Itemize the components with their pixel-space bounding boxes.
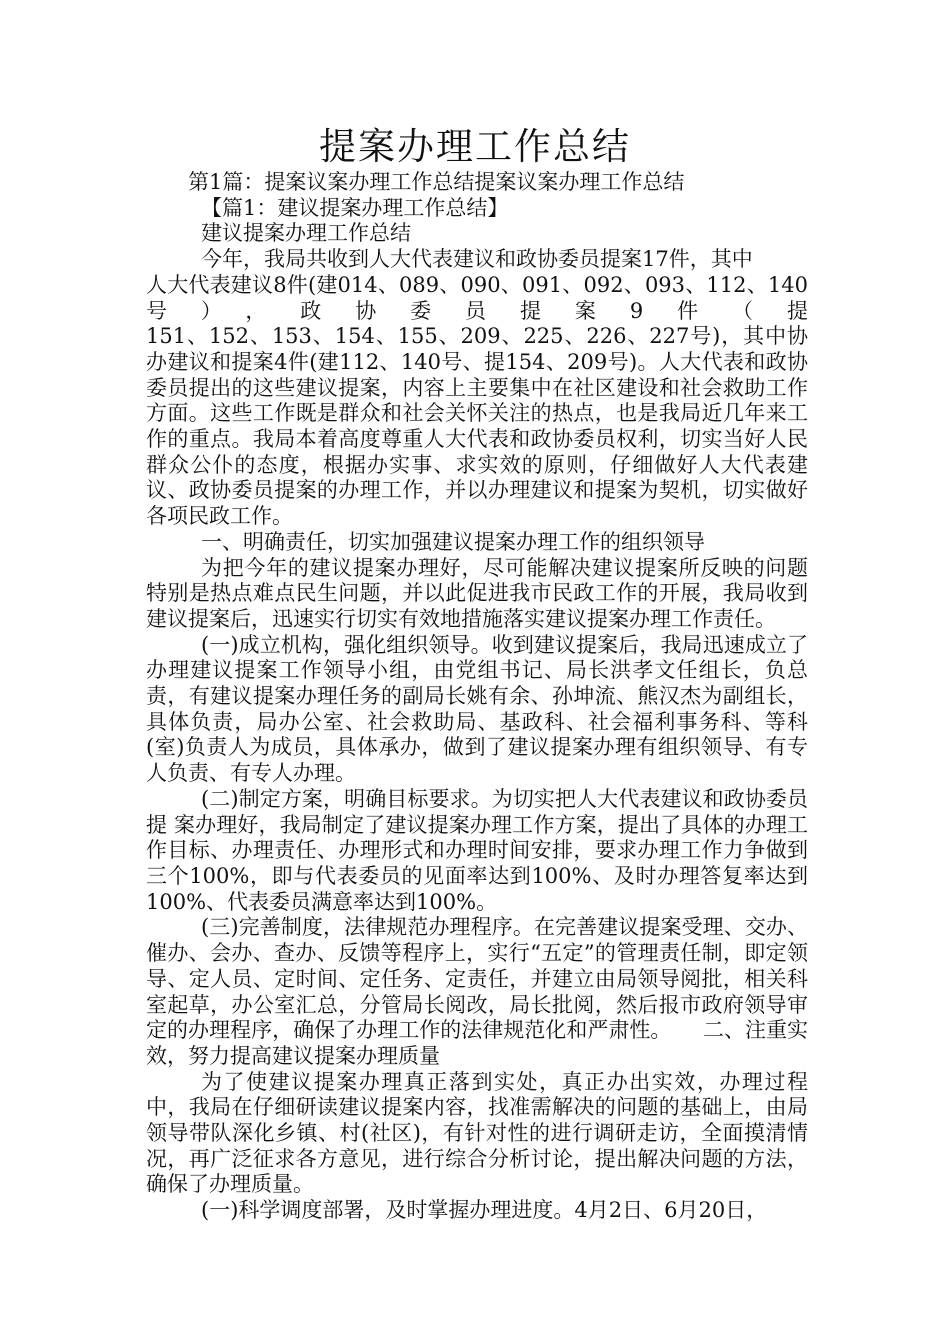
paragraph-4: (二)制定方案，明确目标要求。为切实把人大代表建议和政协委员提 案办理好，我局制定了建议提案办理工作方案，提出了具体的办理工作目标、办理责任、办理形式和办理时间安排，要求办理工作力争做到三个100%，即与代表委员的见面率达到100%、及时办理答复率达到100%、代表委员满意率达到100%。 <box>146 786 808 914</box>
paragraph-1-rest: 151、152、153、154、155、209、225、226、227号)，其中协办建议和提案4件(建112、140号、提154、209号)。人大代表和政协委员提出的这些建议提案，内容上主要集中在社区建设和社会救助工作方面。这些工作既是群众和社会关怀关注的热点，也是我局近几年来工作的重点。我局本着高度尊重人大代表和政协委员权利，切实当好人民群众公仆的态度，根据办实事、求实效的原则，仔细做好人大代表建议、政协委员提案的办理工作，并以办理建议和提案为契机，切实做好各项民政工作。 <box>146 324 808 529</box>
document-subtitle: 建议提案办理工作总结 <box>201 221 411 246</box>
paragraph-1-line-2: 人大代表建议8件(建014、089、090、091、092、093、112、140 <box>146 272 808 297</box>
paragraph-5-text: (三)完善制度，法律规范办理程序。在完善建议提案受理、交办、催办、会办、查办、反馈等程序上，实行“五定”的管理责任制，即定领导、定人员、定时间、定任务、定责任，并建立由局领导阅批，相关科室起草，办公室汇总，分管局长阅改，局长批阅，然后报市政府领导审定的办理程序，确保了办理工作的法律规范化和严肃性。 <box>146 915 808 1043</box>
paragraph-5 <box>146 915 808 1069</box>
paragraph-7: (一)科学调度部署，及时掌握办理进度。4月2日、6月20日， <box>201 1198 768 1223</box>
paragraph-1-line-3: 号），政协委员提案9件（提 <box>146 298 808 323</box>
paragraph-6: 为了使建议提案办理真正落到实处，真正办出实效，办理过程中，我局在仔细研读建议提案内容，找准需解决的问题的基础上，由局领导带队深化乡镇、村(社区)，有针对性的进行调研走访，全面摸清情况，再广泛征求各方意见，进行综合分析讨论，提出解决问题的方法，确保了办理质量。 <box>146 1069 808 1197</box>
section-heading-1: 一、明确责任，切实加强建议提案办理工作的组织领导 <box>201 529 705 554</box>
section-heading-2: 二、注重实效，努力提高建议提案办理质量 <box>146 1018 809 1068</box>
document-title: 提案办理工作总结 <box>319 125 631 168</box>
paragraph-2: 为把今年的建议提案办理好，尽可能解决建议提案所反映的问题特别是热点难点民生问题，并以此促进我市民政工作的开展，我局收到建议提案后，迅速实行切实有效地措施落实建议提案办理工作责任。 <box>146 555 808 631</box>
document-body <box>146 170 808 1224</box>
paragraph-3: (一)成立机构，强化组织领导。收到建议提案后，我局迅速成立了办理建议提案工作领导小组，由党组书记、局长洪孝文任组长，负总责，有建议提案办理任务的副局长姚有余、孙坤流、熊汉杰为副组长，具体负责，局办公室、社会救助局、基政科、社会福利事务科、等科(室)负责人为成员，具体承办，做到了建议提案办理有组织领导、有专人负责、有专人办理。 <box>146 632 808 786</box>
section-heading: 【篇1：建议提案办理工作总结】 <box>201 195 509 220</box>
chapter-heading: 第1篇：提案议案办理工作总结提案议案办理工作总结 <box>188 170 685 194</box>
paragraph-1-line-1: 今年，我局共收到人大代表建议和政协委员提案17件，其中 <box>201 247 753 272</box>
